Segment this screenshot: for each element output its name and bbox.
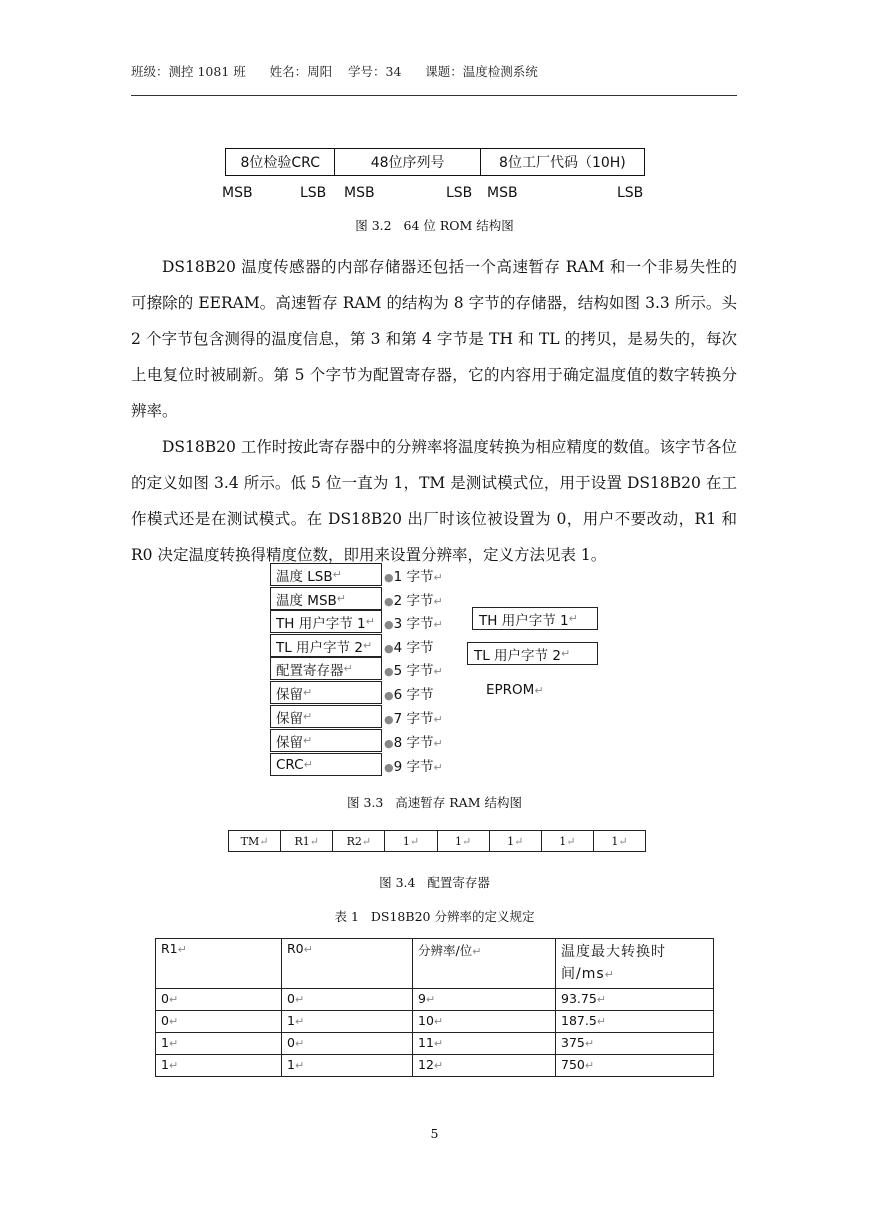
ram-register-reserved-3: 保留 ↵	[270, 729, 382, 752]
rom-bit-msb-1: MSB	[222, 185, 253, 201]
ram-register-th: TH 用户字节 1 ↵	[270, 610, 382, 633]
ram-byte-label: ●3 字节↵	[384, 616, 443, 632]
rom-bit-lsb-2: LSB	[446, 185, 473, 201]
table-1-title: 表 1 DS18B20 分辨率的定义规定	[334, 909, 535, 924]
config-bit: 1 ↵	[611, 834, 628, 848]
ram-register-crc: CRC ↵	[270, 753, 382, 776]
rom-bit-msb-3: MSB	[487, 185, 518, 201]
ram-register-reserved-1: 保留 ↵	[270, 681, 382, 704]
rom-bit-msb-2: MSB	[344, 185, 375, 201]
table-cell: 11↵	[413, 1033, 556, 1055]
page-header: 班级：测控 1081 班 姓名：周阳 学号：34 课题：温度检测系统	[131, 64, 538, 79]
ram-register-temp-msb: 温度 MSB ↵	[270, 587, 382, 610]
config-bit: 1 ↵	[490, 831, 542, 851]
table-cell: 1↵	[156, 1033, 282, 1055]
figure-3-2-caption: 图 3.2 64 位 ROM 结构图	[355, 218, 514, 233]
config-bit: 1 ↵	[542, 831, 594, 851]
table-cell: 187.5↵	[556, 1011, 714, 1033]
figure-3-4-caption: 图 3.4 配置寄存器	[379, 875, 490, 890]
ram-register-tl: TL 用户字节 2 ↵	[270, 634, 382, 657]
eeprom-label: EPROM↵	[486, 682, 544, 698]
rom-bit-lsb-3: LSB	[617, 185, 644, 201]
ram-register-reserved-2: 保留 ↵	[270, 705, 382, 728]
ram-register-temp-lsb: 温度 LSB ↵	[270, 563, 382, 586]
table-header-cell: R1↵	[156, 939, 282, 989]
ram-byte-label: ●8 字节↵	[384, 735, 443, 751]
resolution-table	[155, 938, 714, 1077]
table-cell: 0↵	[156, 989, 282, 1011]
ram-byte-label: ●9 字节↵	[384, 759, 443, 775]
table-header-cell: R0↵	[282, 939, 413, 989]
table-header-cell: 分辨率/位↵	[413, 939, 556, 989]
table-row	[156, 989, 714, 1011]
eeprom-th-box: TH 用户字节 1 ↵	[472, 607, 598, 630]
rom-field-crc: 8位检验CRC	[226, 149, 335, 175]
rom-field-family-code: 8位工厂代码（10H)	[499, 155, 626, 171]
config-bit: R1 ↵	[281, 831, 333, 851]
table-cell: 0↵	[282, 989, 413, 1011]
paragraph-2: DS18B20 工作时按此寄存器中的分辨率将温度转换为相应精度的数值。该字节各位的定义如图 3.4 所示。低 5 位一直为 1，TM 是测试模式位，用于设置 DS18B20 在工作模式还是在测试模式。在 DS18B20 出厂时该位被设置为 0，用户不要改动，R1 和 R0 决定温度转换得精度位数，即用来设置分辨率，定义方法见表 1。	[131, 438, 737, 564]
page-number: 5	[430, 1126, 439, 1141]
ram-byte-label: ●1 字节↵	[384, 569, 443, 585]
rom-bit-lsb-1: LSB	[300, 185, 327, 201]
ram-register-config: 配置寄存器 ↵	[270, 657, 382, 680]
figure-3-3-caption: 图 3.3 高速暂存 RAM 结构图	[347, 795, 522, 810]
table-row	[156, 1011, 714, 1033]
config-bit: 1 ↵	[438, 831, 490, 851]
rom-structure-figure	[225, 148, 645, 176]
table-cell: 1↵	[282, 1055, 413, 1077]
table-cell: 1↵	[282, 1011, 413, 1033]
config-bit: TM ↵	[229, 831, 281, 851]
eeprom-tl-box: TL 用户字节 2 ↵	[467, 642, 598, 665]
config-bit: R2 ↵	[333, 831, 385, 851]
table-cell: 10↵	[413, 1011, 556, 1033]
body-text	[131, 249, 737, 573]
header-rule	[131, 95, 737, 96]
ram-byte-label: ●5 字节↵	[384, 663, 443, 679]
ram-byte-label: ●7 字节↵	[384, 711, 443, 727]
table-row	[156, 1055, 714, 1077]
ram-byte-label: ●2 字节↵	[384, 593, 443, 609]
paragraph-1: DS18B20 温度传感器的内部存储器还包括一个高速暂存 RAM 和一个非易失性的可擦除的 EERAM。高速暂存 RAM 的结构为 8 字节的存储器，结构如图 3.3 所示。头 2 个字节包含测得的温度信息，第 3 和第 4 字节是 TH 和 TL 的拷贝，是易失的，每次上电复位时被刷新。第 5 个字节为配置寄存器，它的内容用于确定温度值的数字转换分辨率。	[131, 258, 737, 420]
table-header-row	[156, 939, 714, 989]
table-cell: 375↵	[556, 1033, 714, 1055]
rom-field-serial: 48位序列号	[335, 149, 480, 175]
table-cell: 9↵	[413, 989, 556, 1011]
ram-byte-label: ●4 字节	[384, 640, 434, 656]
table-cell: 12↵	[413, 1055, 556, 1077]
table-cell: 93.75↵	[556, 989, 714, 1011]
config-bit: 1 ↵	[385, 831, 437, 851]
table-cell: 0↵	[282, 1033, 413, 1055]
table-cell: 750↵	[556, 1055, 714, 1077]
table-row	[156, 1033, 714, 1055]
table-cell: 1↵	[156, 1055, 282, 1077]
config-register-figure	[228, 830, 646, 852]
ram-byte-label: ●6 字节	[384, 687, 434, 703]
table-cell: 0↵	[156, 1011, 282, 1033]
table-header-cell: 温度最大转换时间/ms↵	[556, 939, 714, 989]
